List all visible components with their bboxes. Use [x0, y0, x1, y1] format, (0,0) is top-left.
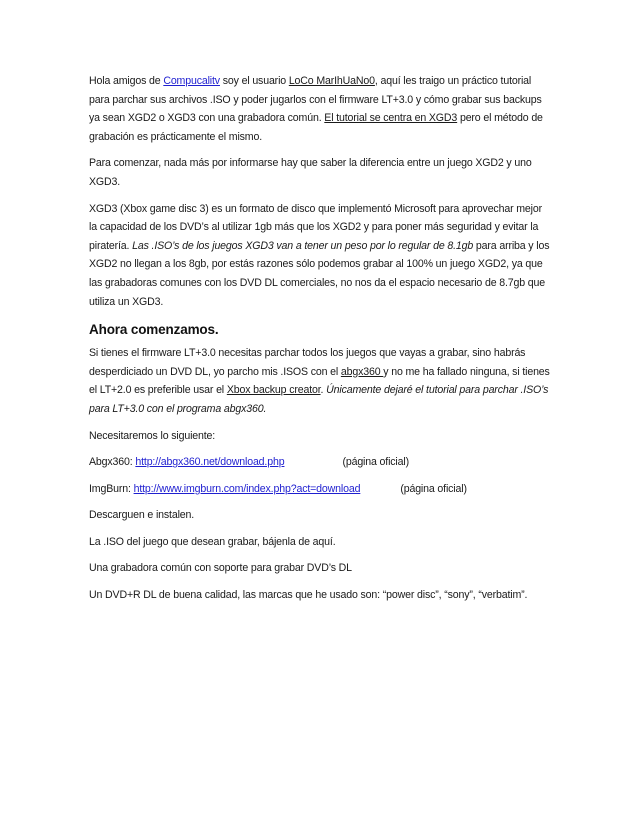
abgx360-download-link[interactable]: http://abgx360.net/download.php [135, 456, 285, 469]
text-run: pero el método de grabación es prácticamente el mismo. [89, 112, 543, 143]
compucalitv-link[interactable]: Compucalitv [163, 75, 220, 87]
abgx360-download-line [89, 453, 551, 472]
intro-paragraph [89, 72, 551, 146]
text-run: para arriba y los XGD2 no llegan a los 8gb, por estás razones sólo podemos grabar al 100% un juego XGD2, ya que las grabadoras comunes con los DVD DL comerciales, no nos da el espacio necesario de 8.7gb que utiliza un XGD3. [89, 239, 550, 308]
requirements-intro: Necesitaremos lo siguiente: [89, 429, 216, 442]
text-run: y no me ha fallado ninguna, si tienes el LT+2.0 es preferible usar el [89, 365, 550, 397]
official-page-note: (página oficial) [342, 456, 409, 469]
document-body [89, 72, 551, 613]
difference-paragraph: Para comenzar, nada más por informarse hay que saber la diferencia entre un juego XGD2 y uno XGD3. [89, 157, 532, 188]
username-text: LoCo MarIhUaNo0 [288, 75, 375, 87]
imgburn-download-line [89, 480, 551, 499]
dvd-requirement: Un DVD+R DL de buena calidad, las marcas que he usado son: “power disc”, “sony”, “verbatim”. [89, 589, 528, 602]
xbox-backup-creator-reference: Xbox backup creator [226, 384, 321, 397]
abgx360-reference: abgx360 [340, 365, 384, 378]
text-run: XGD3 (Xbox game disc 3) es un formato de disco que implementó Microsoft para aprovechar mejor la capacidad de los DVD’s al utilizar 1gb más que los XGD2 y para poner más seguridad y evitar la piratería. [89, 202, 542, 252]
download-label: Abgx360: [89, 456, 136, 469]
imgburn-download-link[interactable]: http://www.imgburn.com/index.php?act=download [133, 482, 361, 495]
section-heading: Ahora comenzamos. [89, 322, 219, 338]
text-run: soy el usuario [219, 75, 289, 87]
text-run: , aquí les traigo un práctico tutorial para parchar sus archivos .ISO y poder jugarlos con el firmware LT+3.0 y cómo grabar sus backups ya sean XGD2 o XGD3 con una grabadora común. [89, 75, 542, 125]
italic-note: Las .ISO’s de los juegos XGD3 van a tener un peso por lo regular de 8.1gb [132, 239, 474, 252]
text-run: . [320, 384, 327, 397]
iso-download-instruction: La .ISO del juego que desean grabar, bájenla de aquí. [89, 535, 336, 548]
burner-requirement: Una grabadora común con soporte para grabar DVD’s DL [89, 562, 352, 575]
italic-note: Únicamente dejaré el tutorial para parchar .ISO’s para LT+3.0 con el programa abgx360. [89, 384, 549, 415]
download-label: ImgBurn: [89, 482, 134, 495]
text-run: Hola amigos de [89, 75, 164, 87]
xgd3-paragraph [89, 200, 551, 312]
firmware-paragraph [89, 344, 551, 418]
official-page-note: (página oficial) [400, 482, 467, 495]
install-instruction: Descarguen e instalen. [89, 509, 195, 522]
underlined-note: El tutorial se centra en XGD3 [324, 112, 458, 125]
text-run: Si tienes el firmware LT+3.0 necesitas parchar todos los juegos que vayas a grabar, sino habrás desperdiciado un DVD DL, yo parcho mis .ISOS con el [89, 347, 526, 378]
